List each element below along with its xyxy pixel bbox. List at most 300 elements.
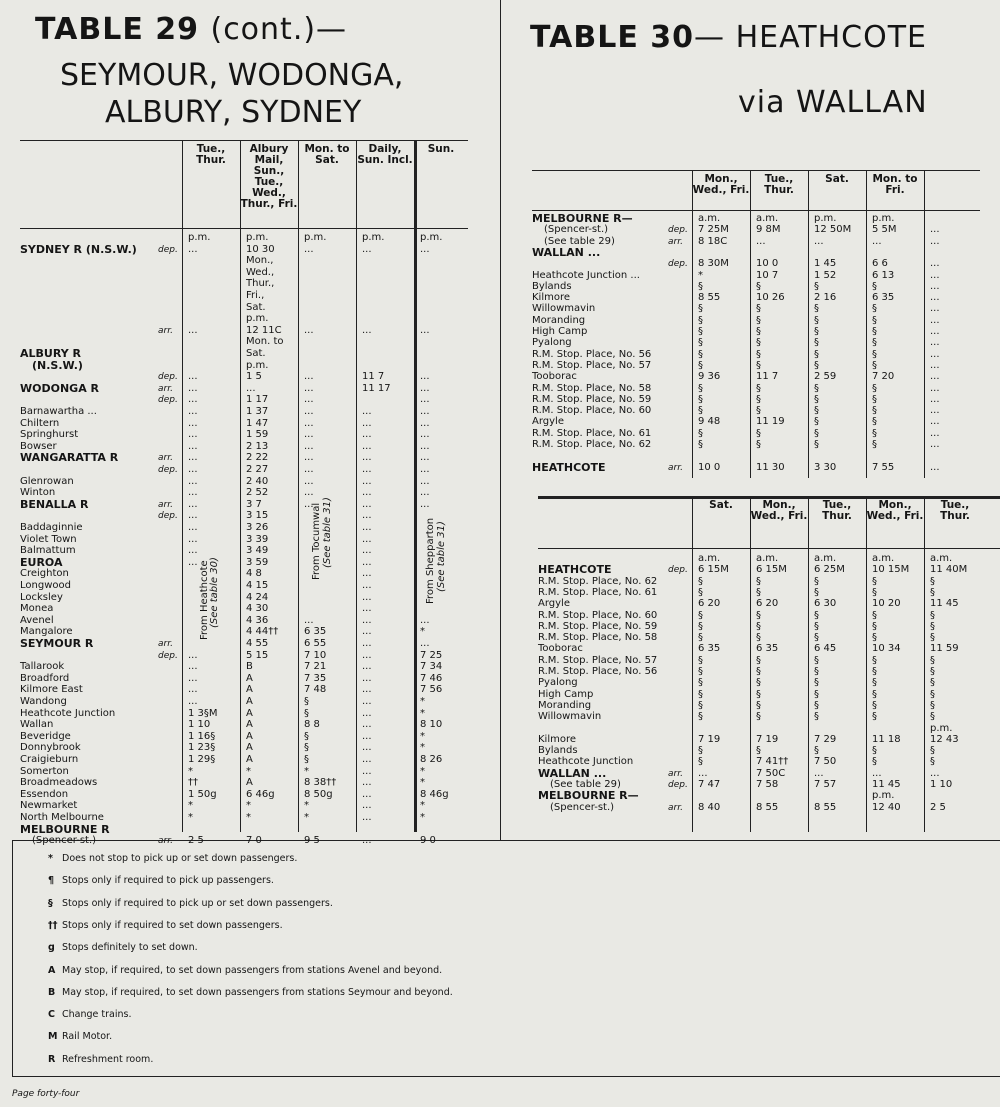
time-cell: 7 34 <box>420 661 443 673</box>
time-cell: p.m. <box>362 232 385 243</box>
time-cell: § <box>930 654 935 666</box>
time-cell: ... <box>362 556 372 568</box>
time-cell: § <box>698 654 703 666</box>
time-cell: § <box>698 393 703 405</box>
time-cell: ... <box>814 235 824 247</box>
time-cell: 7 19 <box>698 733 721 745</box>
time-cell: § <box>930 666 935 677</box>
time-cell: § <box>872 745 877 757</box>
column-header: Sun. <box>427 143 455 155</box>
time-cell: ... <box>304 614 314 626</box>
footnote-symbol: M <box>48 1031 58 1043</box>
time-cell: a.m. <box>698 213 721 224</box>
station-name: R.M. Stop. Place, No. 57 <box>538 654 658 666</box>
column-header: Tue., Thur. <box>196 143 226 166</box>
time-cell: 10 7 <box>756 269 779 281</box>
station-name: BENALLA R <box>20 497 89 511</box>
station-name: Somerton <box>20 765 69 777</box>
time-cell: § <box>698 666 703 677</box>
time-cell: § <box>872 756 877 768</box>
time-cell: 8 55 <box>698 292 721 304</box>
time-cell: § <box>814 439 819 450</box>
time-cell: 7 25 <box>420 649 443 661</box>
time-cell: 10 15M <box>872 564 910 576</box>
time-cell: 1 52 <box>814 269 837 281</box>
footnote-symbol: C <box>48 1009 55 1021</box>
time-cell: ... <box>304 498 314 510</box>
time-cell: § <box>304 696 309 707</box>
time-cell: ... <box>420 614 430 626</box>
time-cell: § <box>756 337 761 349</box>
station-name: Monea <box>20 603 54 615</box>
time-cell: § <box>814 405 819 417</box>
time-cell: § <box>814 416 819 428</box>
time-cell: ... <box>362 580 372 591</box>
time-cell: ... <box>930 382 940 394</box>
time-cell: * <box>246 765 251 777</box>
time-cell: § <box>698 711 703 723</box>
time-cell: 2 59 <box>814 371 837 383</box>
time-cell: 6 15M <box>756 564 787 576</box>
time-cell: 8 50g <box>304 788 333 800</box>
time-cell: § <box>872 711 877 723</box>
time-cell: § <box>872 699 877 711</box>
time-cell: 2 16 <box>814 292 837 304</box>
station-name: Pyalong <box>532 337 572 349</box>
time-cell: § <box>872 666 877 677</box>
time-cell: ... <box>814 767 824 779</box>
time-cell: 7 47 <box>698 779 721 790</box>
arr-dep-label: arr. <box>668 768 683 779</box>
time-cell: ... <box>930 258 940 270</box>
time-cell: 8 55 <box>756 801 779 813</box>
station-name: SEYMOUR R <box>20 637 94 650</box>
time-cell: 6 46g <box>246 788 275 800</box>
footnote-text: Change trains. <box>62 1009 132 1021</box>
time-cell: ... <box>362 533 372 545</box>
time-cell: ... <box>188 406 198 417</box>
time-cell: p.m. <box>188 232 211 243</box>
time-cell: § <box>698 699 703 711</box>
footnote <box>48 853 297 864</box>
table30-title: TABLE 30— HEATHCOTE <box>530 20 927 55</box>
time-cell: 7 55 <box>872 461 895 473</box>
station-name: Wallan <box>20 719 54 731</box>
time-cell: * <box>188 812 193 823</box>
station-name: R.M. Stop. Place, No. 58 <box>532 382 652 394</box>
time-cell: ... <box>188 649 198 661</box>
time-cell: 1 37 <box>246 406 269 417</box>
time-cell: 11 59 <box>930 643 959 655</box>
station-name: (N.S.W.) <box>32 358 83 372</box>
column-header: Daily, Sun. Incl. <box>357 143 413 166</box>
time-cell: § <box>872 382 877 394</box>
time-cell: § <box>872 677 877 689</box>
time-cell: ... <box>188 498 198 510</box>
time-cell: ... <box>188 684 198 696</box>
time-cell: ... <box>930 326 940 337</box>
column-rule <box>182 140 183 832</box>
time-cell: ... <box>362 475 372 487</box>
column-rule <box>414 140 417 832</box>
time-cell: p.m. <box>872 213 895 224</box>
time-cell: 3 59 <box>246 556 269 568</box>
time-cell: § <box>930 586 935 598</box>
time-cell: †† <box>188 777 198 789</box>
time-cell: 11 30 <box>756 461 785 473</box>
time-cell: A <box>246 754 253 765</box>
time-cell: * <box>420 800 425 812</box>
time-cell: ... <box>188 243 198 255</box>
time-cell: p.m. <box>304 232 327 243</box>
time-cell: § <box>872 303 877 315</box>
station-name: EUROA <box>20 555 63 569</box>
time-cell: ... <box>420 475 430 487</box>
column-rule <box>692 170 693 478</box>
time-cell: 8 40 <box>698 801 721 813</box>
column-header: Mon. to Sat. <box>304 143 350 166</box>
vertical-note-heathcote: From Heathcote <box>199 560 210 640</box>
station-name: HEATHCOTE <box>538 563 612 577</box>
station-name: WODONGA R <box>20 381 100 395</box>
time-cell: ... <box>362 545 372 557</box>
footnote-symbol: g <box>48 942 55 954</box>
time-cell: 3 15 <box>246 510 269 522</box>
station-name: Moranding <box>532 314 586 326</box>
time-cell: § <box>698 688 703 700</box>
time-cell: 1 3§M <box>188 707 218 719</box>
time-cell: p.m. <box>872 790 895 802</box>
time-cell: ... <box>304 429 314 441</box>
time-cell: § <box>698 609 703 621</box>
time-cell: ... <box>362 661 372 673</box>
column-rule <box>808 496 809 832</box>
station-name: North Melbourne <box>20 812 104 823</box>
time-cell: ... <box>188 556 198 568</box>
time-cell: p.m. <box>246 313 269 325</box>
time-cell: a.m. <box>930 553 953 564</box>
station-name: Springhurst <box>20 429 79 441</box>
time-cell: 9 0 <box>420 835 436 847</box>
time-cell: § <box>814 711 819 723</box>
time-cell: 11 40M <box>930 564 968 576</box>
time-cell: 11 19 <box>756 416 785 428</box>
header-bottom-rule <box>538 548 1000 549</box>
time-cell: p.m. <box>814 213 837 224</box>
time-cell: § <box>756 654 761 666</box>
time-cell: ... <box>304 417 314 429</box>
time-cell: ... <box>188 417 198 429</box>
time-cell: ... <box>188 429 198 441</box>
time-cell: 12 40 <box>872 801 901 813</box>
time-cell: 2 40 <box>246 475 269 487</box>
time-cell: ... <box>188 487 198 499</box>
column-rule <box>298 140 299 832</box>
time-cell: ... <box>420 371 430 383</box>
station-name: Newmarket <box>20 800 78 812</box>
time-cell: 7 46 <box>420 672 443 684</box>
time-cell: ... <box>930 269 940 281</box>
time-cell: 11 45 <box>872 779 901 790</box>
time-cell: 8 10 <box>420 719 443 731</box>
arr-dep-label: arr. <box>158 383 173 394</box>
vertical-note-shepparton: From Shepparton <box>425 517 436 604</box>
time-cell: § <box>698 586 703 598</box>
column-rule <box>240 140 241 832</box>
time-cell: § <box>872 620 877 632</box>
time-cell: ... <box>930 359 940 371</box>
time-cell: 9 5 <box>304 835 320 847</box>
time-cell: ... <box>362 417 372 429</box>
time-cell: § <box>698 620 703 632</box>
time-cell: a.m. <box>814 553 837 564</box>
station-name: Bylands <box>532 280 572 292</box>
station-name: High Camp <box>532 326 588 337</box>
arr-dep-label: arr. <box>668 462 683 473</box>
station-name: Kilmore <box>538 733 577 745</box>
time-cell: 1 10 <box>930 779 953 790</box>
table29-title: TABLE 29 (cont.)— <box>35 12 348 47</box>
time-cell: B <box>246 661 253 673</box>
time-cell: ... <box>362 324 372 336</box>
time-cell: ... <box>930 461 940 473</box>
footnote-text: Stops definitely to set down. <box>62 942 198 954</box>
column-header: Tue., Thur. <box>822 499 852 522</box>
time-cell: ... <box>930 348 940 360</box>
arr-dep-label: dep. <box>668 565 688 576</box>
time-cell: § <box>814 609 819 621</box>
time-cell: A <box>246 707 253 719</box>
time-cell: 10 34 <box>872 643 901 655</box>
time-cell: § <box>872 416 877 428</box>
time-cell: § <box>814 666 819 677</box>
time-cell: § <box>698 337 703 349</box>
station-name: R.M. Stop. Place, No. 57 <box>532 359 652 371</box>
time-cell: ... <box>420 429 430 441</box>
time-cell: 3 39 <box>246 533 269 545</box>
station-name: R.M. Stop. Place, No. 59 <box>532 393 652 405</box>
time-cell: * <box>304 812 309 823</box>
time-cell: 6 25M <box>814 564 845 576</box>
station-name: Tallarook <box>20 661 65 673</box>
station-name: Argyle <box>538 598 570 610</box>
header-bottom-rule <box>20 228 468 229</box>
station-name: Barnawartha ... <box>20 406 97 417</box>
time-cell: Wed., <box>246 266 275 278</box>
time-cell: 6 30 <box>814 598 837 610</box>
footnote-text: Does not stop to pick up or set down passengers. <box>62 853 298 864</box>
time-cell: ... <box>362 696 372 707</box>
station-name: MELBOURNE R— <box>532 212 633 225</box>
time-cell: A <box>246 719 253 731</box>
station-name: Glenrowan <box>20 475 74 487</box>
footnote-symbol: †† <box>48 919 58 931</box>
time-cell: 6 35 <box>304 626 327 638</box>
station-name: Heathcote Junction <box>538 756 634 768</box>
time-cell: § <box>756 348 761 360</box>
time-cell: ... <box>362 742 372 754</box>
time-cell: ... <box>188 452 198 464</box>
arr-dep-label: dep. <box>158 465 178 475</box>
footnote-text: May stop, if required, to set down passengers from stations Avenel and beyond. <box>62 964 443 976</box>
time-cell: ... <box>930 416 940 428</box>
station-name: Locksley <box>20 591 63 603</box>
arr-dep-label: arr. <box>158 639 173 649</box>
time-cell: ... <box>188 510 198 522</box>
time-cell: ... <box>304 452 314 464</box>
time-cell: p.m. <box>246 359 269 371</box>
time-cell: ... <box>420 406 430 417</box>
time-cell: § <box>814 314 819 326</box>
time-cell: § <box>756 575 761 587</box>
time-cell: ... <box>362 522 372 533</box>
time-cell: ... <box>304 487 314 499</box>
time-cell: ... <box>304 464 314 475</box>
time-cell: § <box>304 730 309 742</box>
time-cell: 1 29§ <box>188 754 216 765</box>
time-cell: § <box>756 314 761 326</box>
station-name: Balmattum <box>20 545 76 557</box>
station-name: R.M. Stop. Place, No. 61 <box>532 427 652 439</box>
column-header: Tue., Thur. <box>764 173 794 196</box>
time-cell: § <box>814 632 819 644</box>
time-cell: * <box>246 800 251 812</box>
station-name: R.M. Stop. Place, No. 56 <box>532 348 652 360</box>
time-cell: § <box>814 382 819 394</box>
time-cell: 10 30 <box>246 243 275 255</box>
arr-dep-label: dep. <box>158 372 178 383</box>
time-cell: ... <box>930 439 940 450</box>
time-cell: 2 22 <box>246 452 269 464</box>
time-cell: § <box>930 677 935 689</box>
time-cell: ... <box>188 394 198 406</box>
time-cell: § <box>872 359 877 371</box>
time-cell: a.m. <box>756 553 779 564</box>
time-cell: § <box>698 439 703 450</box>
column-rule <box>924 170 925 478</box>
time-cell: § <box>872 314 877 326</box>
time-cell: § <box>814 620 819 632</box>
station-name: WANGARATTA R <box>20 451 119 465</box>
time-cell: * <box>420 707 425 719</box>
time-cell: ... <box>362 614 372 626</box>
table29-subtitle-line1: SEYMOUR, WODONGA, <box>60 58 404 93</box>
time-cell: 7 41†† <box>756 756 789 768</box>
time-cell: 9 8M <box>756 224 781 236</box>
station-name: R.M. Stop. Place, No. 61 <box>538 586 658 598</box>
time-cell: 2 5 <box>188 835 204 847</box>
time-cell: ... <box>362 730 372 742</box>
time-cell: 8 55 <box>814 801 837 813</box>
arr-dep-label: arr. <box>668 802 683 813</box>
time-cell: 1 16§ <box>188 730 216 742</box>
time-cell: * <box>420 765 425 777</box>
time-cell: ... <box>420 487 430 499</box>
footnote-text: Stops only if required to pick up passengers. <box>62 875 274 887</box>
time-cell: § <box>756 677 761 689</box>
time-cell: ... <box>188 661 198 673</box>
time-cell: 10 20 <box>872 598 901 610</box>
arr-dep-label: arr. <box>158 325 173 336</box>
footnote <box>48 987 453 998</box>
time-cell: ... <box>304 371 314 383</box>
footnote-text: May stop, if required, to set down passengers from stations Seymour and beyond. <box>62 986 453 998</box>
time-cell: 1 17 <box>246 394 269 406</box>
time-cell: ... <box>362 777 372 789</box>
header-top-rule <box>20 140 468 141</box>
time-cell: § <box>304 742 309 754</box>
time-cell: ... <box>930 337 940 349</box>
column-header: Mon., Wed., Fri. <box>692 173 750 196</box>
time-cell: 1 50g <box>188 788 217 800</box>
time-cell: ... <box>362 812 372 823</box>
column-rule <box>750 496 751 832</box>
page-divider <box>500 0 501 840</box>
footnote-text: Stops only if required to pick up or set down passengers. <box>62 897 333 909</box>
time-cell: Mon., <box>246 255 274 267</box>
time-cell: 7 57 <box>814 779 837 790</box>
time-cell: 4 36 <box>246 614 269 626</box>
time-cell: ... <box>362 243 372 255</box>
time-cell: 4 30 <box>246 603 269 615</box>
time-cell: 1 45 <box>814 258 837 270</box>
time-cell: § <box>814 745 819 757</box>
header-bottom-rule <box>532 210 980 211</box>
column-rule <box>692 496 693 832</box>
time-cell: ... <box>420 324 430 336</box>
time-cell: § <box>698 348 703 360</box>
station-name: Donnybrook <box>20 742 81 754</box>
time-cell: ... <box>930 303 940 315</box>
time-cell: 1 59 <box>246 429 269 441</box>
time-cell: 8 46g <box>420 788 449 800</box>
time-cell: 8 30M <box>698 258 729 270</box>
time-cell: ... <box>362 510 372 522</box>
arr-dep-label: dep. <box>158 395 178 406</box>
time-cell: § <box>756 303 761 315</box>
time-cell: § <box>872 575 877 587</box>
time-cell: § <box>698 359 703 371</box>
time-cell: § <box>756 745 761 757</box>
time-cell: § <box>872 439 877 450</box>
time-cell: 7 35 <box>304 672 327 684</box>
time-cell: ... <box>930 314 940 326</box>
time-cell: 5 5M <box>872 224 897 236</box>
arr-dep-label: arr. <box>158 836 173 847</box>
time-cell: ... <box>304 382 314 394</box>
station-name: Argyle <box>532 416 564 428</box>
station-name: Beveridge <box>20 730 71 742</box>
station-name: MELBOURNE R— <box>538 789 639 803</box>
time-cell: ... <box>362 487 372 499</box>
time-cell: § <box>814 348 819 360</box>
time-cell: ... <box>188 440 198 452</box>
vertical-note-tocumwal-ref: (See table 31) <box>322 497 333 568</box>
time-cell: 10 0 <box>756 258 779 270</box>
time-cell: § <box>698 280 703 292</box>
time-cell: ... <box>362 603 372 615</box>
time-cell: § <box>872 280 877 292</box>
time-cell: § <box>698 756 703 768</box>
time-cell: § <box>814 337 819 349</box>
time-cell: 3 49 <box>246 545 269 557</box>
time-cell: 12 50M <box>814 224 852 236</box>
time-cell: § <box>756 620 761 632</box>
page-number: Page forty-four <box>12 1089 80 1099</box>
time-cell: * <box>420 812 425 823</box>
time-cell: § <box>814 303 819 315</box>
time-cell: 1 47 <box>246 417 269 429</box>
